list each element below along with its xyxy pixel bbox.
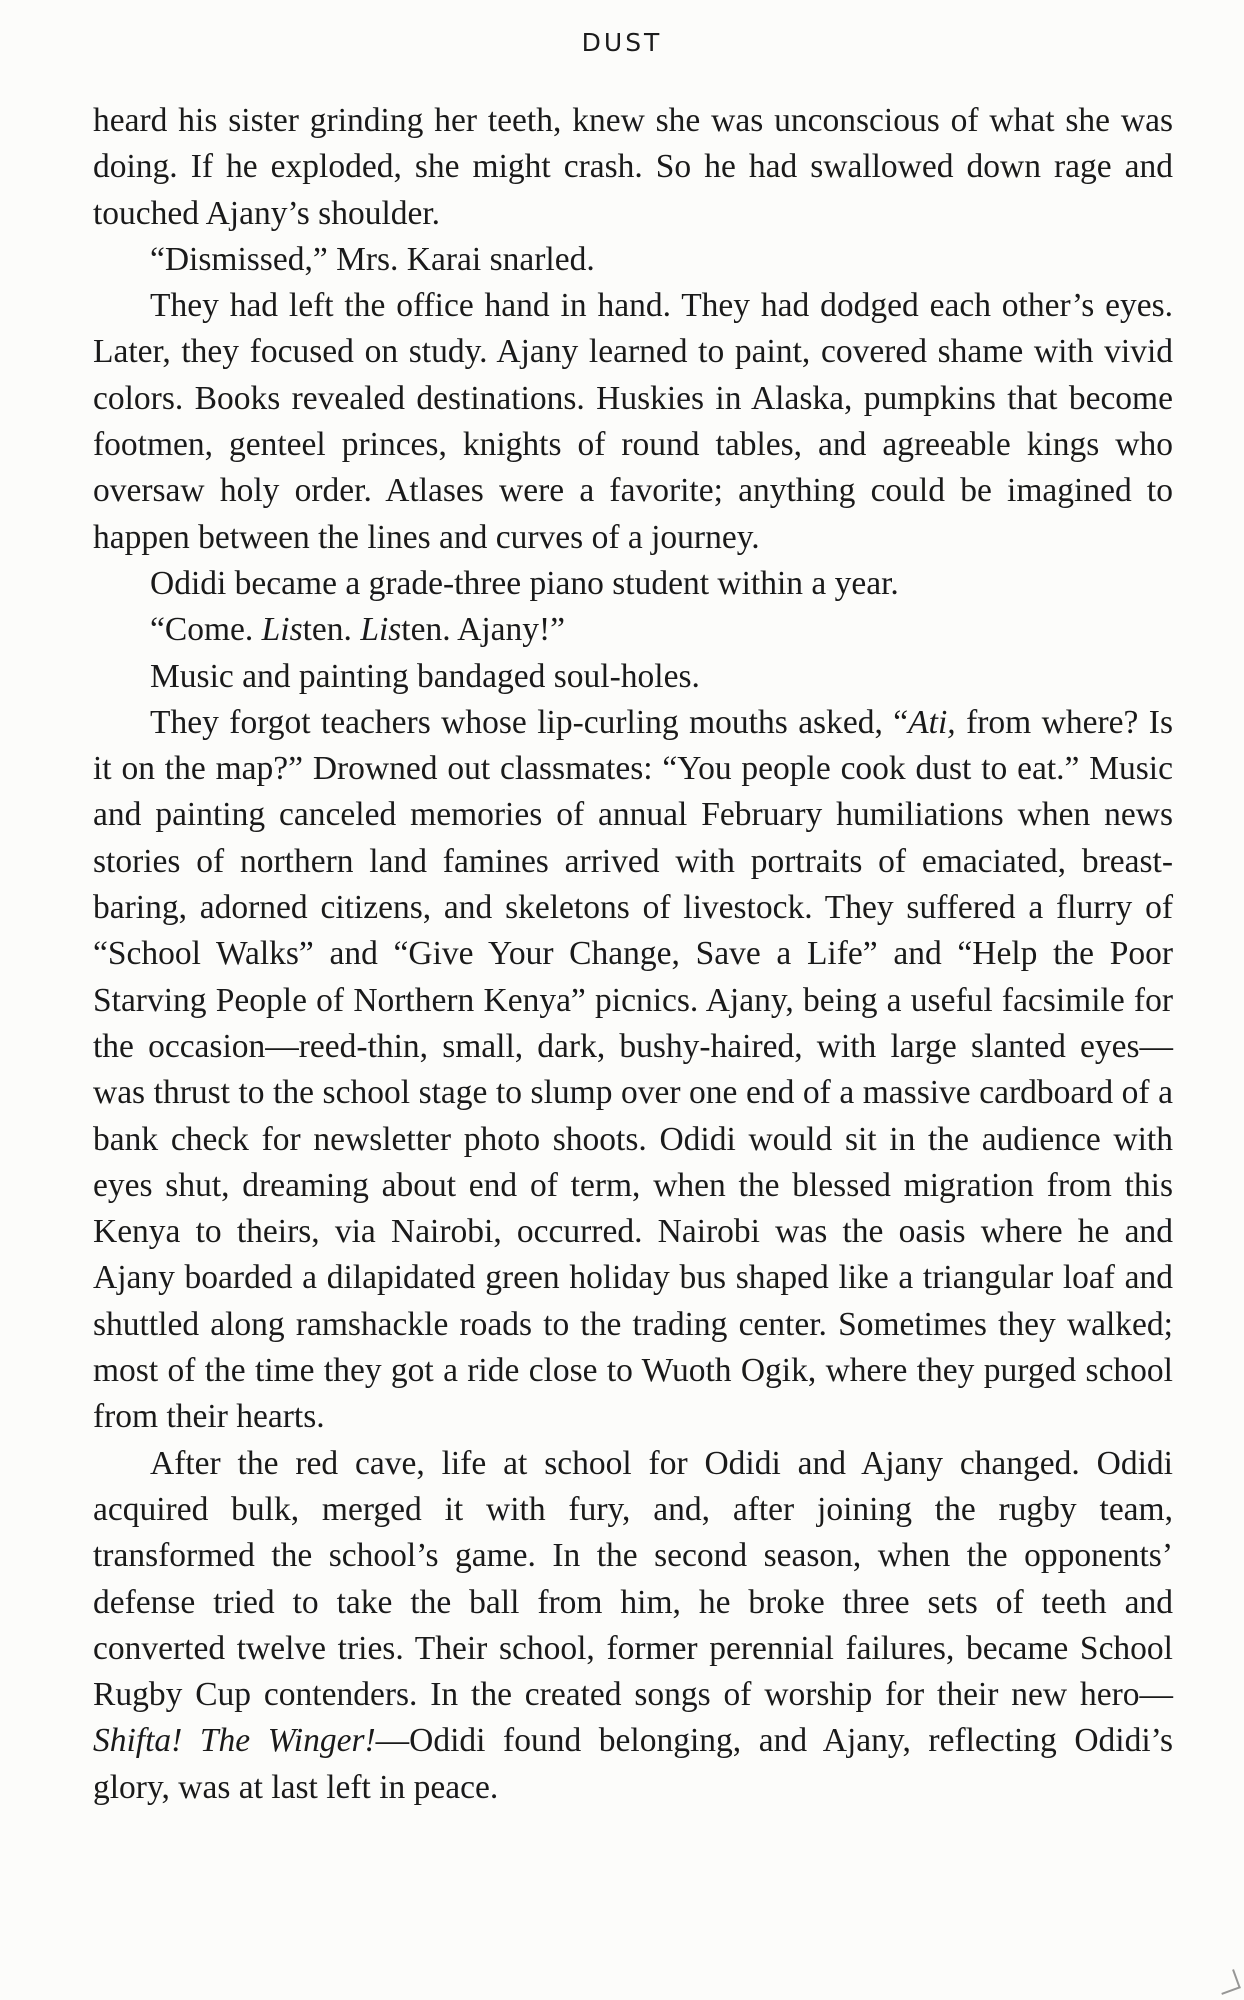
paragraph-3: They had left the office hand in hand. They had dodged each other’s eyes. Later, they focused on study. Ajany learned to paint, covered shame with vivid colors. Books revealed destinations. Huskies in Alaska, pumpkins that become footmen, genteel princes, knights of round tables, and agreeable kings who oversaw holy order. Atlases were a favorite; anything could be imagined to happen between the lines and curves of a journey. [93,287,1173,556]
paragraph-1: heard his sister grinding her teeth, knew she was unconscious of what she was doing. If he exploded, she might crash. So he had swallowed down rage and touched Ajany’s shoulder. [93,102,1173,232]
paragraph-7-italic: Ati, [908,703,956,741]
paragraph-4: Odidi became a grade-three piano student within a year. [150,564,899,602]
paragraph-8-part-c: —Odidi found belonging, and Ajany, reflecting Odidi’s glory, was at last left in peace. [93,1722,1173,1806]
paragraph-5-italic-b: Lis [360,611,402,649]
paragraph-5-part-e: ten. Ajany!” [401,611,566,649]
paragraph-7-part-a: They forgot teachers whose lip-curling mouths asked, “ [150,703,909,741]
body-text [93,98,1173,1811]
paragraph-5-part-c: ten. [302,611,361,649]
paragraph-5 [93,607,1173,653]
paragraph-8-italic: Shifta! The Winger! [93,1722,376,1760]
running-head: DUST [581,28,663,57]
paragraph-6: Music and painting bandaged soul-holes. [150,657,700,695]
paragraph-2: “Dismissed,” Mrs. Karai snarled. [150,240,595,278]
paragraph-8-part-a: After the red cave, life at school for Odidi and Ajany changed. Odidi acquired bulk, merged it with fury, and, after joining the rugby team, transformed the school’s game. In the second season, when the opponents’ defense tried to take the ball from him, he broke three sets of teeth and converted twelve tries. Their school, former perennial failures, became School Rugby Cup contenders. In the created songs of worship for their new hero— [93,1444,1173,1714]
paragraph-7 [93,700,1173,1441]
paragraph-5-part-a: “Come. [150,611,262,649]
paragraph-7-part-c: from where? Is it on the map?” Drowned out classmates: “You people cook dust to eat.” Music and painting canceled memories of annual February humiliations when news stories of northern land famines arrived with portraits of emaciated, breast-baring, adorned citizens, and skeletons of livestock. They suffered a flurry of “School Walks” and “Give Your Change, Save a Life” and “Help the Poor Starving People of Northern Kenya” picnics. Ajany, being a useful facsimile for the occasion—reed-thin, small, dark, bushy-haired, with large slanted eyes—was thrust to the school stage to slump over one end of a massive cardboard of a bank check for newsletter photo shoots. Odidi would sit in the audience with eyes shut, dreaming about end of term, when the blessed migration from this Kenya to theirs, via Nairobi, occurred. Nairobi was the oasis where he and Ajany boarded a dilapidated green holiday bus shaped like a triangular loaf and shuttled along ramshackle roads to the trading center. Sometimes they walked; most of the time they got a ride close to Wuoth Ogik, where they purged school from their hearts. [93,703,1173,1436]
page-corner-mark [1215,1969,1241,1995]
paragraph-8 [93,1441,1173,1811]
paragraph-5-italic-a: Lis [261,611,303,649]
